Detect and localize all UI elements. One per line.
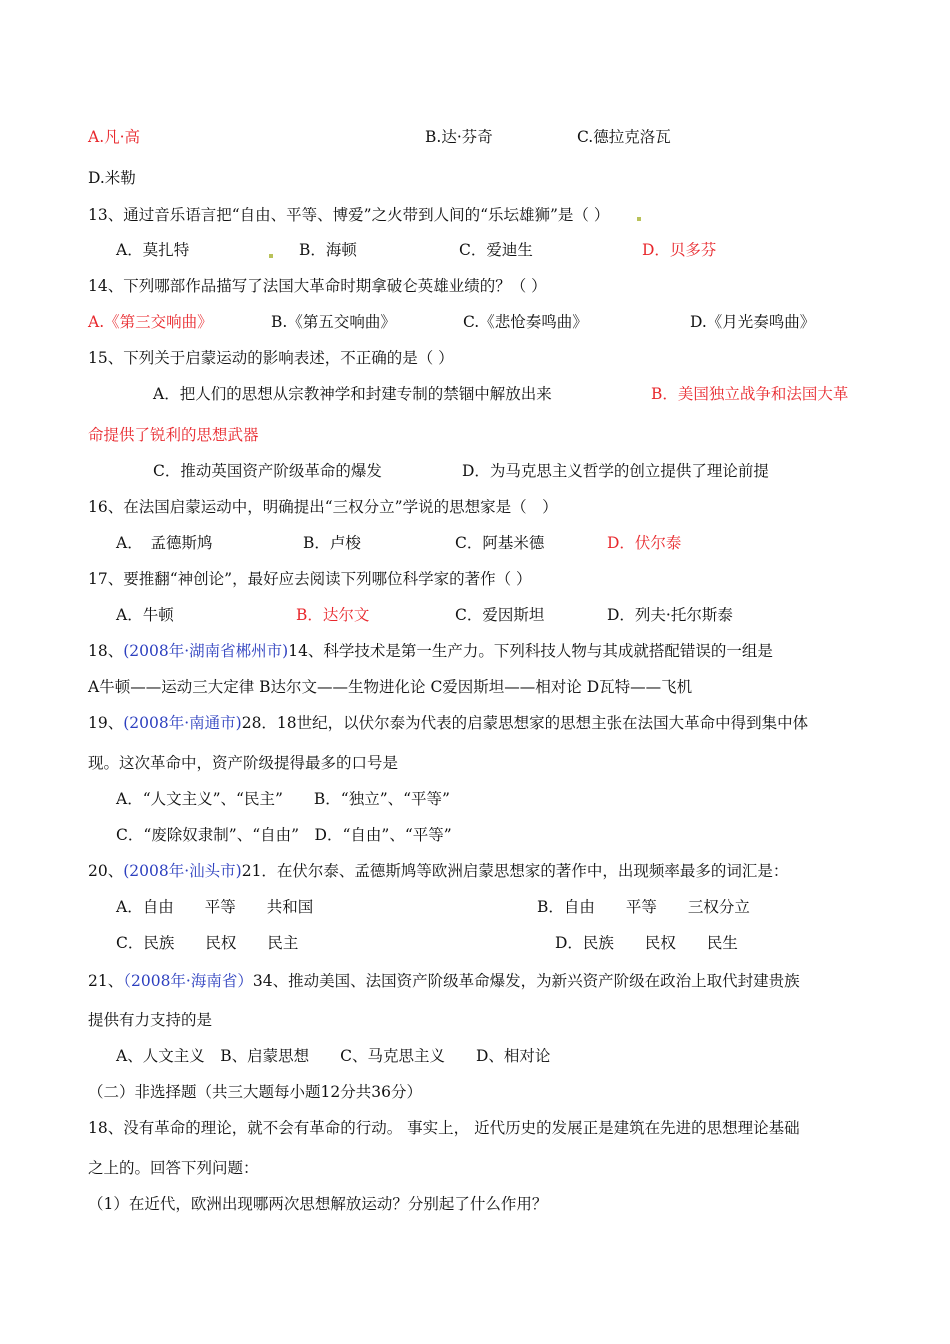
q21-stem-line2: 提供有力支持的是 [88, 1011, 213, 1029]
q21-options: A、人文主义 B、启蒙思想 C、马克思主义 D、相对论 [116, 1047, 551, 1065]
q12-option-c: C.德拉克洛瓦 [577, 128, 671, 146]
q14-option-c: C.《悲怆奏鸣曲》 [463, 313, 588, 331]
q21-number: 21、 [88, 972, 124, 990]
q20-option-c: C．民族 民权 民主 [116, 934, 299, 952]
q13-question [88, 205, 609, 225]
q13-stem: 13、通过音乐语言把“自由、平等、博爱”之火带到人间的“乐坛雄狮”是 [88, 206, 574, 224]
q17-option-d: D．列夫·托尔斯泰 [607, 606, 733, 624]
section2-title: （二）非选择题（共三大题每小题12分共36分） [88, 1083, 422, 1101]
q15-stem: 15、下列关于启蒙运动的影响表述，不正确的是（ ） [88, 349, 454, 367]
section2-subquestion-1: （1）在近代，欧洲出现哪两次思想解放运动？分别起了什么作用？ [88, 1195, 548, 1213]
q17-option-b: B．达尔文 [296, 606, 370, 624]
artifact-dot [269, 254, 273, 258]
q14-option-a: A.《第三交响曲》 [88, 313, 213, 331]
q17-option-c: C．爱因斯坦 [455, 606, 545, 624]
q20-option-a: A．自由 平等 共和国 [116, 898, 314, 916]
q21-question [88, 971, 800, 991]
q20-option-d: D．民族 民权 民生 [555, 934, 738, 952]
artifact-dot [637, 217, 641, 221]
q15-option-d: D．为马克思主义哲学的创立提供了理论前提 [462, 462, 769, 480]
q12-option-b: B.达·芬奇 [425, 128, 493, 146]
q20-option-b: B．自由 平等 三权分立 [537, 898, 750, 916]
q16-option-a: A． 孟德斯鸠 [116, 534, 213, 552]
q20-question [88, 861, 788, 881]
q14-stem: 14、下列哪部作品描写了法国大革命时期拿破仑英雄业绩的？（ ） [88, 277, 547, 295]
q13-option-d: D．贝多芬 [642, 241, 717, 259]
q18-options: A牛顿——运动三大定律 B达尔文——生物进化论 C爱因斯坦——相对论 D瓦特——飞机 [88, 678, 693, 696]
q19-options-row1: A．“人文主义”、“民主” B．“独立”、“平等” [116, 790, 450, 808]
q13-option-b: B．海顿 [299, 241, 357, 259]
q15-option-a: A．把人们的思想从宗教神学和封建专制的禁锢中解放出来 [153, 385, 552, 403]
q19-source: (2008年·南通市) [123, 714, 242, 732]
q15-option-b-line2: 命提供了锐利的思想武器 [88, 426, 259, 444]
q13-paren: （ ） [573, 206, 610, 224]
q16-option-c: C．阿基米德 [455, 534, 545, 552]
section2-q18-line1: 18、没有革命的理论，就不会有革命的行动。 事实上， 近代历史的发展正是建筑在先进的思想理论基础 [88, 1119, 800, 1137]
q19-stem-line1: 28．18世纪，以伏尔泰为代表的启蒙思想家的思想主张在法国大革命中得到集中体 [241, 714, 809, 732]
q14-option-d: D.《月光奏鸣曲》 [690, 313, 816, 331]
q19-options-row2: C．“废除奴隶制”、“自由” D．“自由”、“平等” [116, 826, 452, 844]
q18-source: (2008年·湖南省郴州市) [123, 642, 289, 660]
q18-stem: 14、科学技术是第一生产力。下列科技人物与其成就搭配错误的一组是 [288, 642, 773, 660]
q16-option-d: D．伏尔泰 [607, 534, 682, 552]
q15-option-c: C．推动英国资产阶级革命的爆发 [153, 462, 382, 480]
q21-stem-line1: 34、推动美国、法国资产阶级革命爆发，为新兴资产阶级在政治上取代封建贵族 [252, 972, 800, 990]
q16-option-b: B．卢梭 [303, 534, 361, 552]
q15-option-b-line1: B．美国独立战争和法国大革 [651, 385, 849, 403]
q13-option-c: C．爱迪生 [459, 241, 533, 259]
q14-option-b: B.《第五交响曲》 [271, 313, 396, 331]
q20-number: 20、 [88, 862, 124, 880]
q16-stem: 16、在法国启蒙运动中，明确提出“三权分立”学说的思想家是（ ） [88, 498, 558, 516]
q19-question [88, 713, 808, 733]
q17-stem: 17、要推翻“神创论”，最好应去阅读下列哪位科学家的著作（ ） [88, 570, 532, 588]
section2-q18-line2: 之上的。回答下列问题： [88, 1159, 259, 1177]
q20-stem: 21．在伏尔泰、孟德斯鸠等欧洲启蒙思想家的著作中，出现频率最多的词汇是： [241, 862, 789, 880]
q18-question [88, 641, 773, 661]
q18-number: 18、 [88, 642, 124, 660]
q17-option-a: A．牛顿 [116, 606, 174, 624]
q20-source: (2008年·汕头市) [123, 862, 242, 880]
q12-option-d: D.米勒 [88, 169, 136, 187]
q19-stem-line2: 现。这次革命中，资产阶级提得最多的口号是 [88, 754, 399, 772]
q21-source: （2008年·海南省） [123, 972, 253, 990]
q19-number: 19、 [88, 714, 124, 732]
q12-option-a: A.凡·高 [88, 128, 141, 146]
q13-option-a: A．莫扎特 [116, 241, 190, 259]
